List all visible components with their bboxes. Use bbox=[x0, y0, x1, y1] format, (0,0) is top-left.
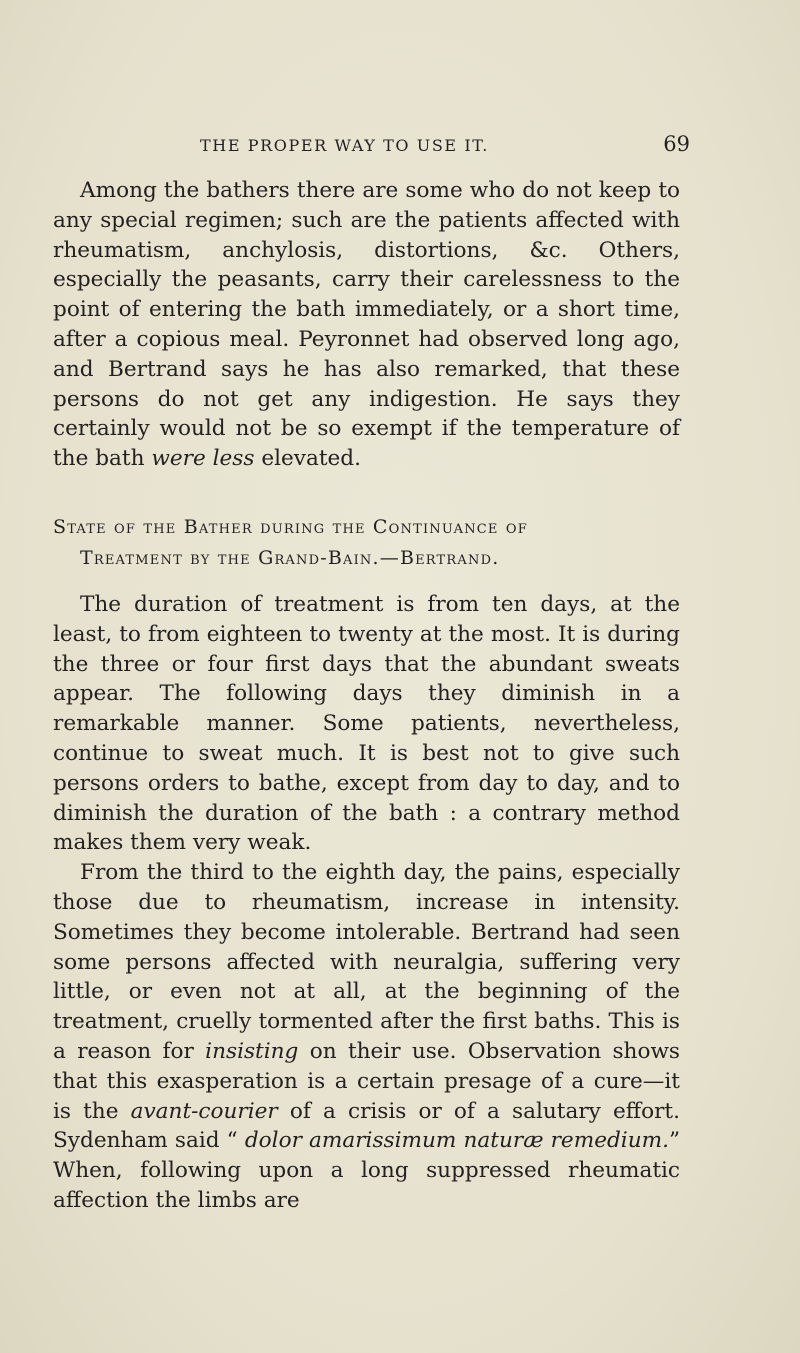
paragraph-pains-text-b: on their use. Observation shows that this exasperation is a certain presage of a cure—it is the bbox=[53, 1038, 681, 1124]
body-text bbox=[53, 176, 680, 1216]
paragraph-pains-text-d: ” When, following upon a long suppressed rheumatic affection the limbs are bbox=[53, 1128, 680, 1213]
paragraph-duration: The duration of treatment is from ten days, at the least, to from eighteen to twenty at the most. It is during the three or four first days that the abundant sweats appear. The following days they diminish in a remarkable manner. Some patients, nevertheless, continue to sweat much. It is best not to give such persons orders to bathe, except from day to day, and to diminish the duration of the bath : a contrary method makes them very weak. bbox=[53, 591, 680, 856]
paragraph-regimen bbox=[53, 176, 680, 474]
paragraph-pains-italic-latin-quote: dolor amarissimum naturæ remedium. bbox=[244, 1128, 669, 1154]
paragraph-regimen-text-a: Among the bathers there are some who do not keep to any special regimen; such are the patients affected with rheumatism, anchylosis, distortions, &c. Others, especially the peasants, carry their carelessness to the point of entering the bath immediately, or a short time, after a copious meal. Peyronnet had observed long ago, and Bertrand says he has also remarked, that these persons do not get any indigestion. He says they certainly would not be so exempt if the temperature of the bath bbox=[53, 178, 680, 472]
paragraph-regimen-italic: were less bbox=[151, 446, 255, 472]
paragraph-pains-text-c: of a crisis or of a salutary effort. Sydenham said “ bbox=[53, 1098, 680, 1154]
running-title: THE PROPER WAY TO USE IT. bbox=[200, 136, 489, 155]
paragraph-regimen-text-b: elevated. bbox=[254, 446, 361, 472]
section-heading-line-1: State of the Bather during the Continuance of bbox=[53, 515, 528, 538]
paragraph-pains-text-a: From the third to the eighth day, the pains, especially those due to rheumatism, increase in intensity. Sometimes they become intolerable. Bertrand had seen some persons affected with neuralgia, suffering very little, or even not at all, at the beginning of the treatment, cruelly tormented after the first baths. This is a reason for bbox=[53, 860, 680, 1064]
running-head bbox=[130, 132, 690, 162]
paragraph-pains bbox=[53, 858, 680, 1216]
paragraph-pains-italic-insisting: insisting bbox=[205, 1038, 299, 1064]
paragraph-pains-italic-avant-courier: avant-courier bbox=[130, 1098, 278, 1124]
section-heading-line-2: Treatment by the Grand-Bain.—Bertrand. bbox=[80, 546, 500, 569]
section-heading bbox=[53, 512, 680, 574]
page-number: 69 bbox=[663, 132, 690, 156]
